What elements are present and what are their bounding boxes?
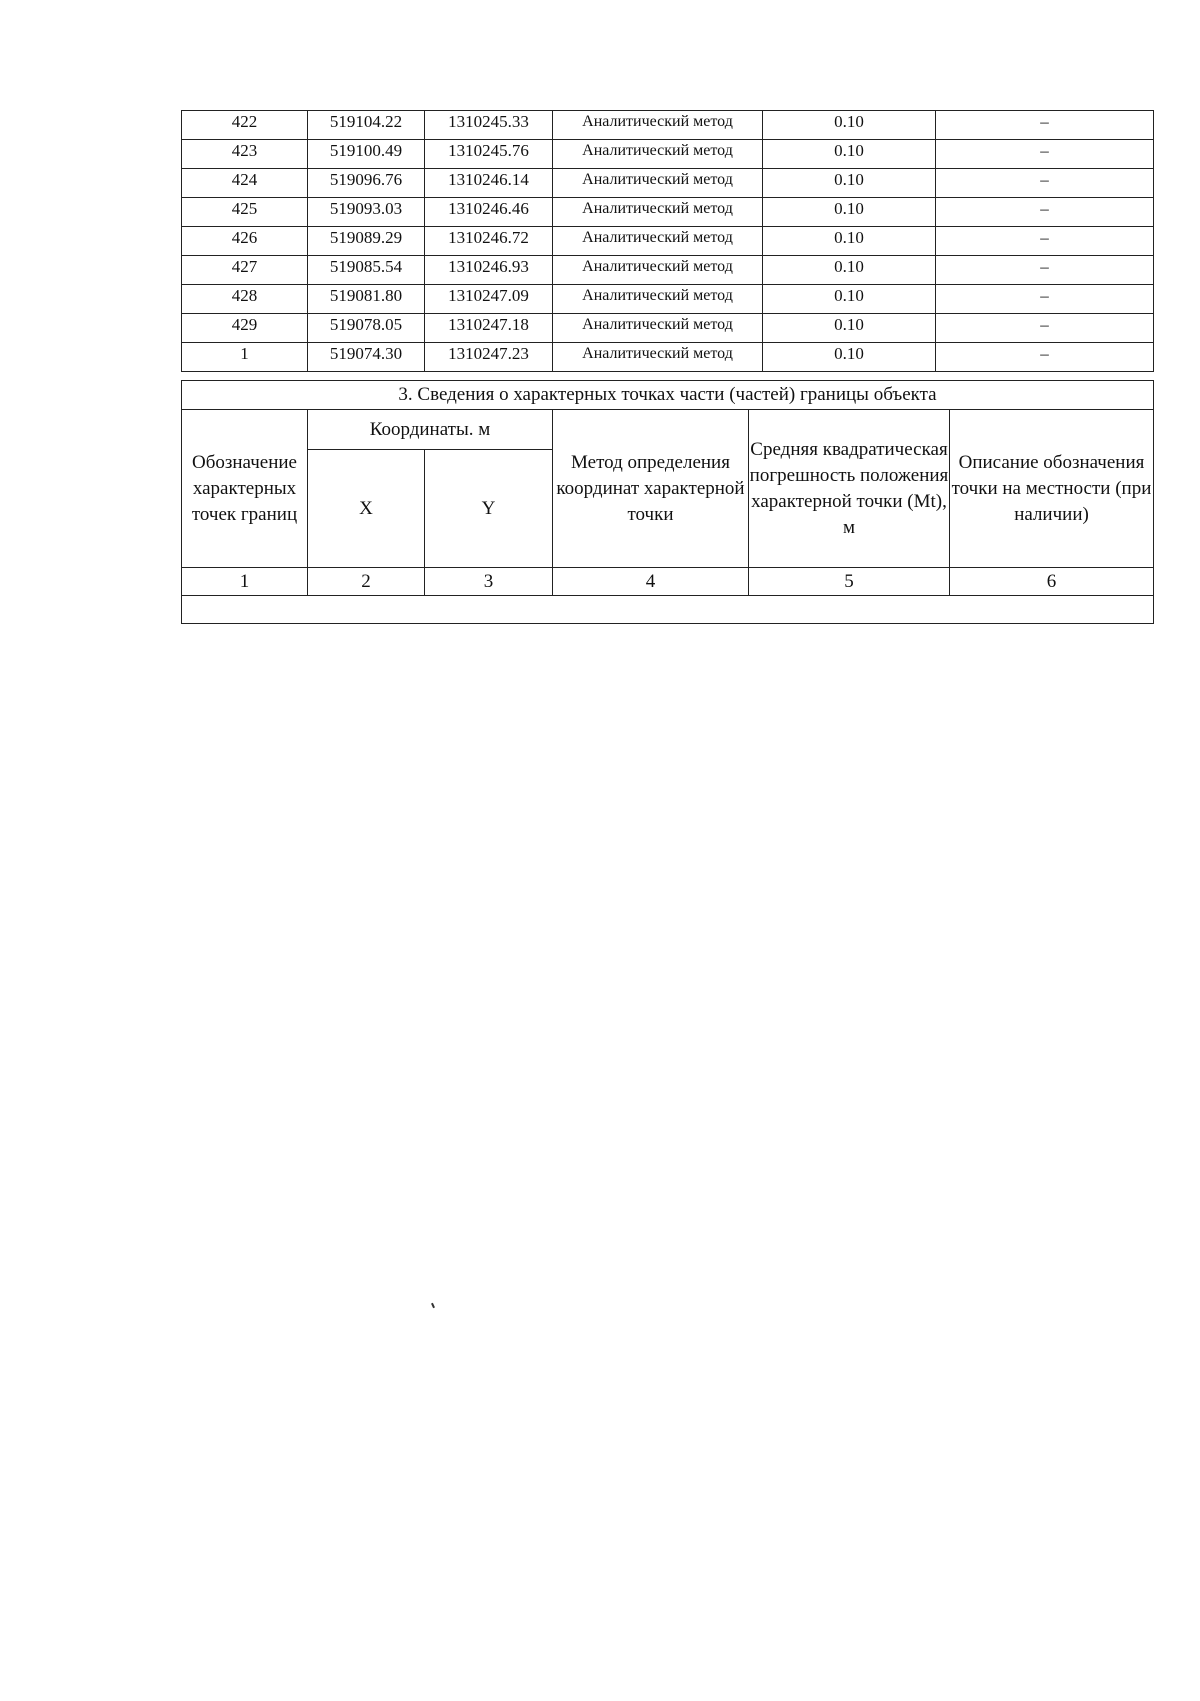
header-mt: Средняя квадратическая погрешность положения характерной точки (Mt), м bbox=[749, 410, 950, 568]
empty-row bbox=[182, 596, 1154, 624]
header-method: Метод определения координат характерной точки bbox=[553, 410, 749, 568]
cell-method: Аналитический метод bbox=[553, 285, 763, 314]
cell-method: Аналитический метод bbox=[553, 198, 763, 227]
cell-method: Аналитический метод bbox=[553, 314, 763, 343]
cell-coord-x: 519096.76 bbox=[308, 169, 425, 198]
boundary-points-body bbox=[182, 111, 1154, 372]
cell-description: – bbox=[936, 314, 1154, 343]
table-row bbox=[182, 198, 1154, 227]
cell-mt-value: 0.10 bbox=[763, 111, 936, 140]
cell-mt-value: 0.10 bbox=[763, 256, 936, 285]
cell-coord-x: 519093.03 bbox=[308, 198, 425, 227]
cell-point-number: 425 bbox=[182, 198, 308, 227]
cell-coord-y: 1310247.23 bbox=[425, 343, 553, 372]
cell-coord-y: 1310246.46 bbox=[425, 198, 553, 227]
cell-method: Аналитический метод bbox=[553, 169, 763, 198]
header-description: Описание обозначения точки на местности (при наличии) bbox=[950, 410, 1154, 568]
header-designation: Обозначение характерных точек границ bbox=[182, 410, 308, 568]
cell-mt-value: 0.10 bbox=[763, 140, 936, 169]
cell-mt-value: 0.10 bbox=[763, 169, 936, 198]
column-number-1: 1 bbox=[182, 568, 308, 596]
cell-description: – bbox=[936, 285, 1154, 314]
cell-mt-value: 0.10 bbox=[763, 314, 936, 343]
cell-description: – bbox=[936, 169, 1154, 198]
cell-description: – bbox=[936, 198, 1154, 227]
cell-coord-y: 1310247.18 bbox=[425, 314, 553, 343]
cell-point-number: 426 bbox=[182, 227, 308, 256]
table-row bbox=[182, 140, 1154, 169]
cell-point-number: 423 bbox=[182, 140, 308, 169]
cell-point-number: 1 bbox=[182, 343, 308, 372]
cell-method: Аналитический метод bbox=[553, 227, 763, 256]
section3-title: 3. Сведения о характерных точках части (частей) границы объекта bbox=[182, 381, 1154, 410]
boundary-points-table bbox=[181, 110, 1154, 372]
cell-mt-value: 0.10 bbox=[763, 343, 936, 372]
table-row bbox=[182, 169, 1154, 198]
column-number-6: 6 bbox=[950, 568, 1154, 596]
header-y: Y bbox=[425, 450, 553, 568]
table-row bbox=[182, 343, 1154, 372]
cell-mt-value: 0.10 bbox=[763, 227, 936, 256]
cell-coord-y: 1310246.14 bbox=[425, 169, 553, 198]
cell-coord-y: 1310246.72 bbox=[425, 227, 553, 256]
cell-description: – bbox=[936, 111, 1154, 140]
section3-table bbox=[181, 380, 1154, 624]
cell-description: – bbox=[936, 227, 1154, 256]
cell-method: Аналитический метод bbox=[553, 140, 763, 169]
cell-mt-value: 0.10 bbox=[763, 198, 936, 227]
cell-mt-value: 0.10 bbox=[763, 285, 936, 314]
cell-coord-y: 1310247.09 bbox=[425, 285, 553, 314]
cell-method: Аналитический метод bbox=[553, 256, 763, 285]
table-row bbox=[182, 314, 1154, 343]
stray-mark bbox=[431, 1303, 435, 1308]
column-number-4: 4 bbox=[553, 568, 749, 596]
cell-description: – bbox=[936, 256, 1154, 285]
table-row bbox=[182, 256, 1154, 285]
table-row bbox=[182, 227, 1154, 256]
cell-description: – bbox=[936, 343, 1154, 372]
cell-point-number: 429 bbox=[182, 314, 308, 343]
cell-coord-x: 519100.49 bbox=[308, 140, 425, 169]
cell-coord-x: 519074.30 bbox=[308, 343, 425, 372]
column-number-3: 3 bbox=[425, 568, 553, 596]
cell-point-number: 424 bbox=[182, 169, 308, 198]
cell-method: Аналитический метод bbox=[553, 111, 763, 140]
cell-coord-x: 519089.29 bbox=[308, 227, 425, 256]
cell-point-number: 427 bbox=[182, 256, 308, 285]
cell-coord-y: 1310245.76 bbox=[425, 140, 553, 169]
cell-coord-x: 519078.05 bbox=[308, 314, 425, 343]
header-coordinates: Координаты. м bbox=[308, 410, 553, 450]
column-number-5: 5 bbox=[749, 568, 950, 596]
cell-coord-y: 1310246.93 bbox=[425, 256, 553, 285]
cell-coord-x: 519104.22 bbox=[308, 111, 425, 140]
cell-coord-x: 519085.54 bbox=[308, 256, 425, 285]
column-number-2: 2 bbox=[308, 568, 425, 596]
cell-coord-x: 519081.80 bbox=[308, 285, 425, 314]
table-row bbox=[182, 285, 1154, 314]
cell-point-number: 422 bbox=[182, 111, 308, 140]
cell-coord-y: 1310245.33 bbox=[425, 111, 553, 140]
cell-point-number: 428 bbox=[182, 285, 308, 314]
cell-method: Аналитический метод bbox=[553, 343, 763, 372]
cell-description: – bbox=[936, 140, 1154, 169]
header-x: X bbox=[308, 450, 425, 568]
table-row bbox=[182, 111, 1154, 140]
